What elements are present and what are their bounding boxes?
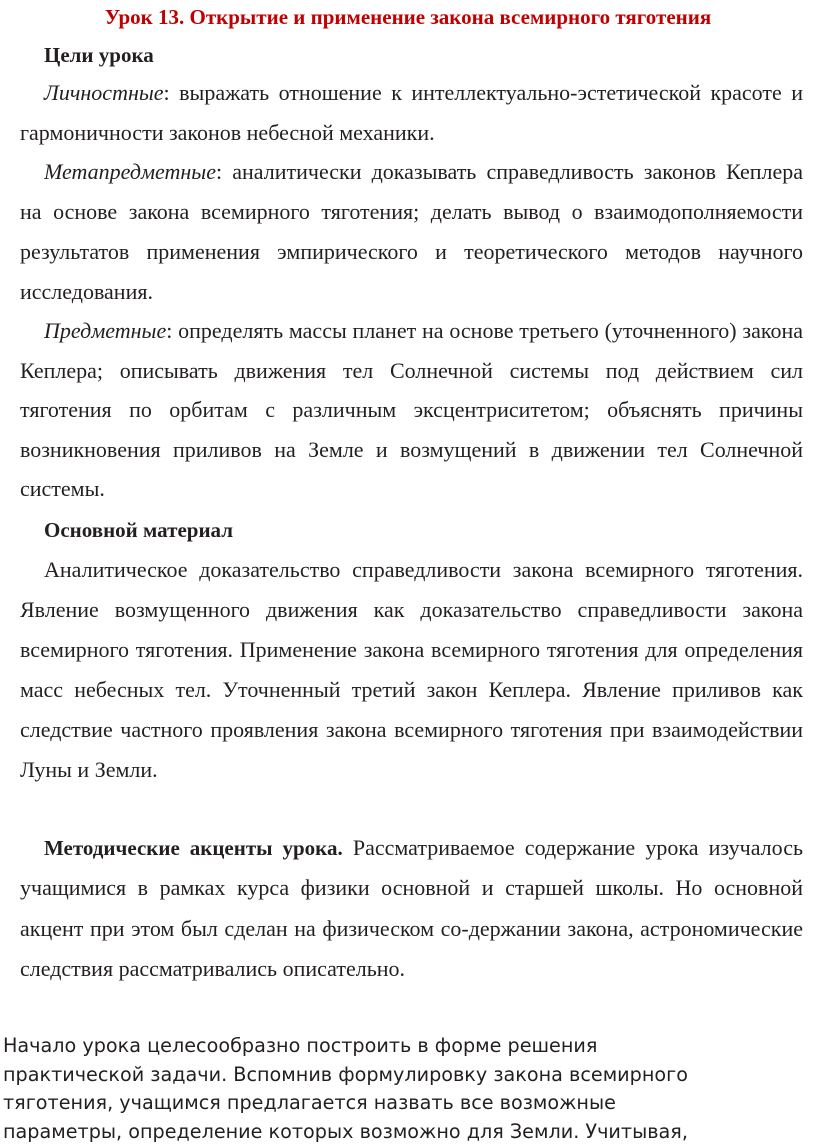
method-heading: Методические акценты урока. — [44, 836, 343, 860]
goal-subject-sep: : — [166, 318, 173, 343]
intro-line: практической задачи. Вспомнив формулировку закона всемирного — [3, 1062, 688, 1086]
goal-subject — [20, 311, 803, 509]
goal-meta — [20, 152, 803, 312]
goals-heading: Цели урока — [44, 43, 154, 67]
intro-line: Начало урока целесообразно построить в форме решения — [3, 1034, 598, 1057]
intro-line: тяготения, учащимся предлагается назвать все возможные — [3, 1091, 616, 1115]
goal-meta-text: аналитически доказывать справедливость законов Кеплера на основе закона всемирного тяготения; делать вывод о взаимодополняемости результатов применения эмпирического и теоретического методов научного исследования. — [20, 159, 803, 304]
goal-meta-label: Метапредметные — [44, 159, 216, 184]
goal-meta-sep: : — [215, 159, 223, 184]
material-heading: Основной материал — [44, 518, 234, 542]
goal-personal-label: Личностные — [44, 80, 164, 105]
goal-subject-text: определять массы планет на основе третьего (уточненного) закона Кеплера; описывать движения тел Солнечной системы под действием сил тяготения по орбитам с различным эксцентриситетом; объяснять причины возникновения приливов на Земле и возмущений в движении тел Солнечной системы. — [20, 318, 803, 502]
lesson-title: Урок 13. Открытие и применение закона всемирного тяготения — [104, 5, 712, 29]
material-text: Аналитическое доказательство справедливости закона всемирного тяготения. Явление возмущенного движения как доказательство справедливости закона всемирного тяготения. Применение закона всемирного тяготения для определения масс небесных тел. Уточненный третий закон Кеплера. Явление приливов как следствие частного проявления закона всемирного тяготения при взаимодействии Луны и Земли. — [20, 557, 803, 782]
goal-personal-text: выражать отношение к интеллектуально-эстетической красоте и гармоничности законов небесной механики. — [20, 80, 803, 145]
goal-personal-sep: : — [163, 80, 170, 105]
method-text: Рассматриваемое содержание урока изучалось учащимися в рамках курса физики основной и старшей школы. Но основной акцент при этом был сделан на физическом со-держании закона, астрономические следствия рассматривались описательно. — [20, 835, 804, 982]
intro-line: параметры, определение которых возможно для Земли. Учитывая, — [3, 1119, 688, 1143]
intro-paragraph — [3, 1032, 803, 1146]
method-paragraph — [20, 828, 803, 990]
goal-personal — [20, 73, 803, 153]
goal-subject-label: Предметные — [44, 318, 167, 343]
